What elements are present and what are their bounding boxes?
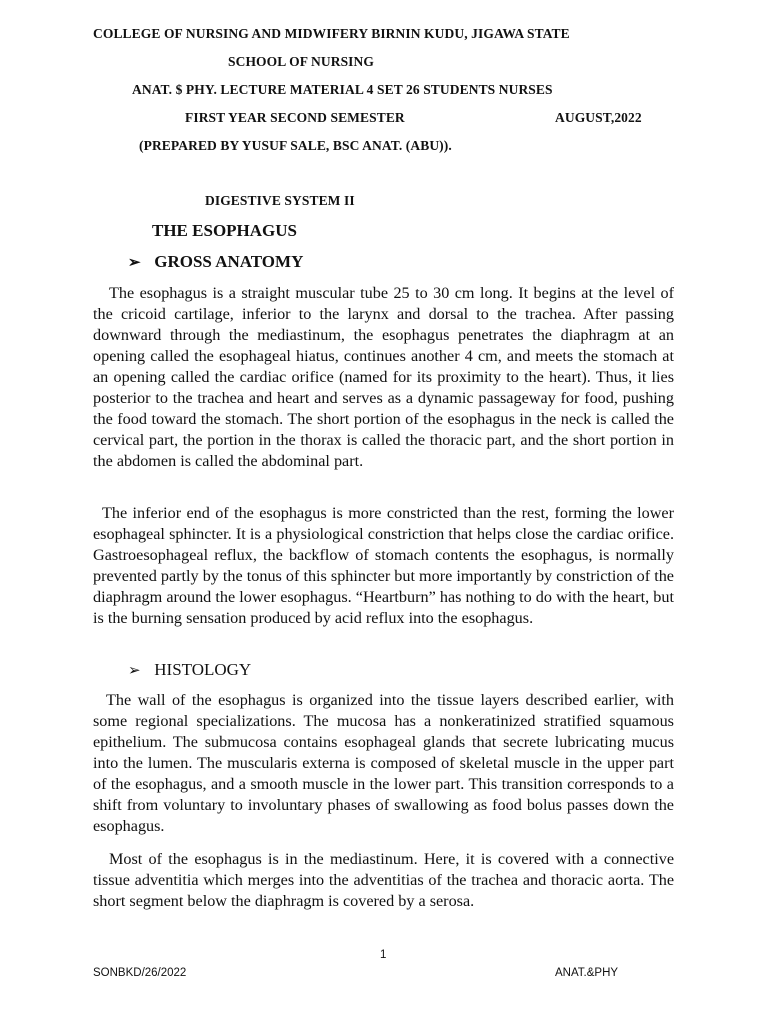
- subsection-label: HISTOLOGY: [154, 660, 252, 679]
- date-info: AUGUST,2022: [555, 110, 642, 125]
- school-name: SCHOOL OF NURSING: [228, 54, 374, 69]
- arrow-bullet-icon: ➢: [128, 255, 141, 271]
- footer-code: SONBKD/26/2022: [93, 967, 187, 979]
- subsection-gross-anatomy: [128, 252, 303, 272]
- paragraph-mediastinum: Most of the esophagus is in the mediastinum. Here, it is covered with a connective tissue adventitia which merges into the adventitias of the trachea and thoracic aorta. The short segment below the diaphragm is covered by a serosa.: [93, 850, 674, 910]
- page-number: 1: [380, 949, 387, 961]
- lecture-info: ANAT. $ PHY. LECTURE MATERIAL 4 SET 26 STUDENTS NURSES: [132, 82, 553, 97]
- paragraph-sphincter: The inferior end of the esophagus is more constricted than the rest, forming the lower esophageal sphincter. It is a physiological constriction that helps close the cardiac orifice. Gastroesophageal reflux, the backflow of stomach contents the esophagus, is normally prevented partly by the tonus of this sphincter but more importantly by constriction of the diaphragm around the lower esophagus. “Heartburn” has nothing to do with the heart, but is the burning sensation produced by acid reflux into the esophagus.: [93, 504, 674, 627]
- college-name: COLLEGE OF NURSING AND MIDWIFERY BIRNIN KUDU, JIGAWA STATE: [93, 26, 570, 41]
- semester-info: FIRST YEAR SECOND SEMESTER: [185, 110, 405, 125]
- paragraph-histology: The wall of the esophagus is organized into the tissue layers described earlier, with some regional specializations. The mucosa has a nonkeratinized stratified squamous epithelium. The submucosa contains esophageal glands that secrete lubricating mucus into the lumen. The muscularis externa is composed of skeletal muscle in the upper part of the esophagus, and a smooth muscle in the lower part. This transition corresponds to a shift from voluntary to involuntary phases of swallowing as food bolus passes down the esophagus.: [93, 691, 674, 835]
- prepared-by: (PREPARED BY YUSUF SALE, BSC ANAT. (ABU)).: [139, 138, 452, 153]
- topic-title: THE ESOPHAGUS: [152, 221, 298, 240]
- footer-subject: ANAT.&PHY: [555, 967, 619, 979]
- arrow-bullet-icon: ➢: [128, 663, 141, 679]
- paragraph-gross-anatomy: The esophagus is a straight muscular tube 25 to 30 cm long. It begins at the level of the cricoid cartilage, inferior to the larynx and dorsal to the trachea. After passing downward through the mediastinum, the esophagus penetrates the diaphragm at an opening called the esophageal hiatus, continues another 4 cm, and meets the stomach at an opening called the cardiac orifice (named for its proximity to the heart). Thus, it lies posterior to the trachea and heart and serves as a dynamic passageway for food, pushing the food toward the stomach. The short portion of the esophagus in the neck is called the cervical part, the portion in the thorax is called the thoracic part, and the short portion in the abdomen is called the abdominal part.: [93, 284, 674, 470]
- section-title: DIGESTIVE SYSTEM II: [205, 193, 355, 208]
- subsection-histology: [128, 660, 251, 680]
- subsection-label: GROSS ANATOMY: [154, 252, 304, 271]
